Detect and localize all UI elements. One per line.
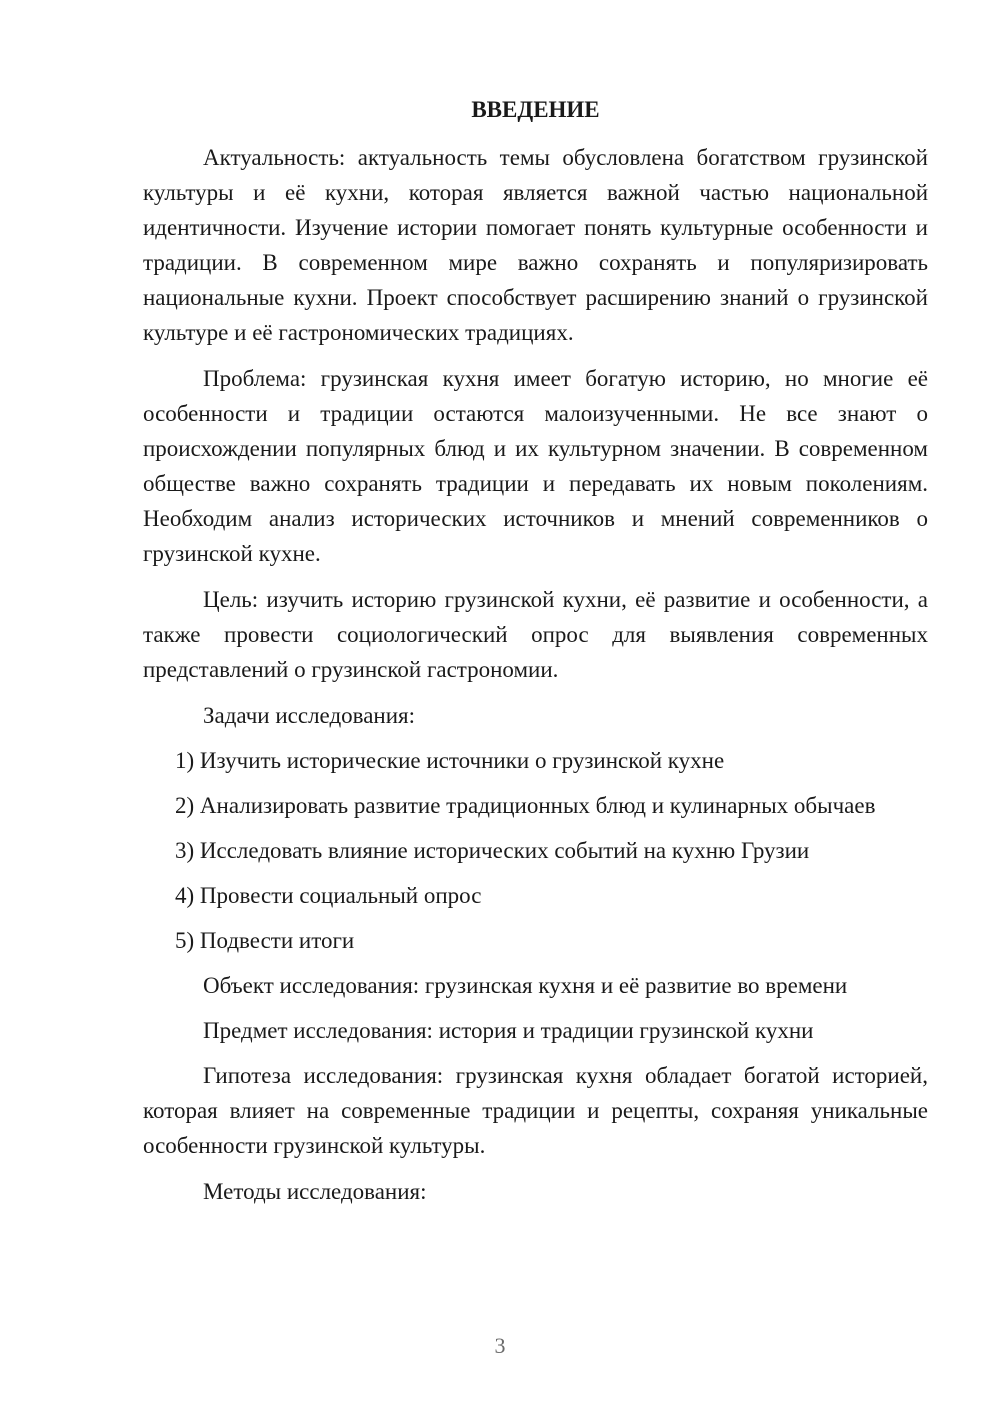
subject-paragraph: Предмет исследования: история и традиции грузинской кухни [203, 1018, 814, 1043]
document-body [143, 92, 928, 1220]
task-item: 5) Подвести итоги [175, 928, 355, 953]
page-number: 3 [494, 1333, 506, 1358]
tasks-heading: Задачи исследования: [203, 703, 416, 728]
methods-heading: Методы исследования: [203, 1179, 427, 1204]
task-item: 2) Анализировать развитие традиционных блюд и кулинарных обычаев [175, 793, 876, 818]
hypothesis-paragraph: Гипотеза исследования: грузинская кухня обладает богатой историей, которая влияет на современные традиции и рецепты, сохраняя уникальные особенности грузинской культуры. [143, 1063, 928, 1158]
object-paragraph: Объект исследования: грузинская кухня и её развитие во времени [203, 973, 848, 998]
task-item: 1) Изучить исторические источники о грузинской кухне [175, 748, 725, 773]
document-title: ВВЕДЕНИЕ [471, 97, 600, 122]
goal-paragraph: Цель: изучить историю грузинской кухни, её развитие и особенности, а также провести социологический опрос для выявления современных представлений о грузинской гастрономии. [143, 587, 928, 682]
problem-paragraph: Проблема: грузинская кухня имеет богатую историю, но многие её особенности и традиции остаются малоизученными. Не все знают о происхождении популярных блюд и их культурном значении. В современном обществе важно сохранять традиции и передавать их новым поколениям. Необходим анализ исторических источников и мнений современников о грузинской кухне. [143, 366, 928, 566]
relevance-paragraph: Актуальность: актуальность темы обусловлена богатством грузинской культуры и её кухни, которая является важной частью национальной идентичности. Изучение истории помогает понять культурные особенности и традиции. В современном мире важно сохранять и популяризировать национальные кухни. Проект способствует расширению знаний о грузинской культуре и её гастрономических традициях. [143, 145, 928, 345]
task-item: 3) Исследовать влияние исторических событий на кухню Грузии [175, 838, 810, 863]
task-item: 4) Провести социальный опрос [175, 883, 482, 908]
